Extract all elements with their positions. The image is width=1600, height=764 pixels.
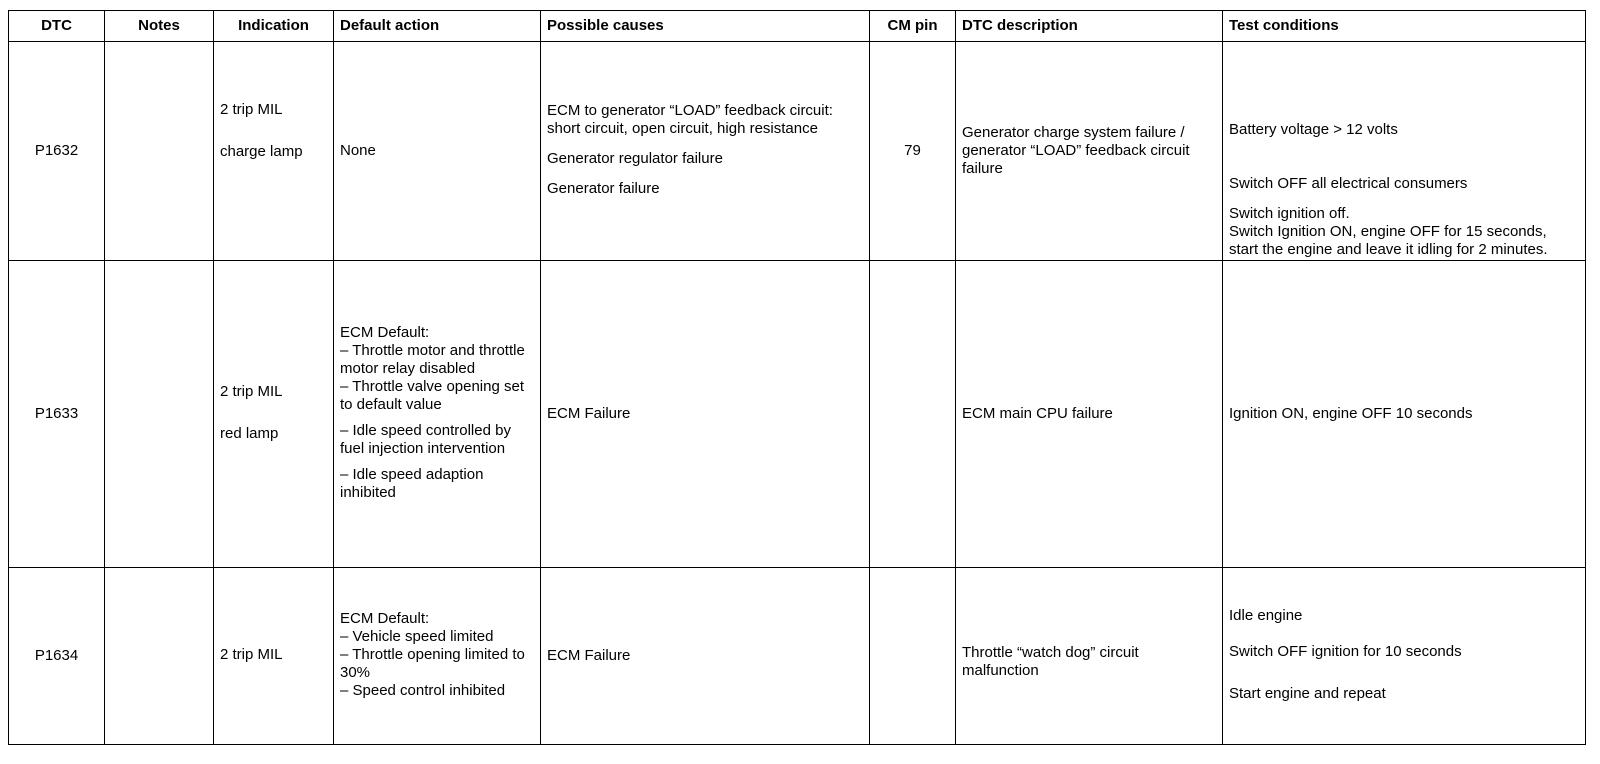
default-action-line: – Throttle opening limited to 30% <box>340 645 525 681</box>
possible-causes-cell: ECM Failure <box>541 261 870 568</box>
dtc-description-cell: Throttle “watch dog” circuit malfunction <box>956 568 1223 745</box>
dtc-description-cell: Generator charge system failure / generator “LOAD” feedback circuit failure <box>956 42 1223 261</box>
cause-line: Generator regulator failure <box>547 149 723 167</box>
header-notes: Notes <box>105 11 214 42</box>
dtc-table <box>8 10 1586 745</box>
header-possible-causes: Possible causes <box>541 11 870 42</box>
test-condition-line: Idle engine <box>1229 606 1303 624</box>
header-cm-pin: CM pin <box>870 11 956 42</box>
test-conditions-cell <box>1223 568 1586 745</box>
default-action-cell <box>334 261 541 568</box>
header-default-action: Default action <box>334 11 541 42</box>
test-condition-line: Switch Ignition ON, engine OFF for 15 seconds, start the engine and leave it idling for 2 minutes. <box>1229 223 1548 258</box>
indication-line: 2 trip MIL <box>220 382 283 400</box>
header-dtc-description: DTC description <box>956 11 1223 42</box>
dtc-table-page <box>8 10 1585 745</box>
test-condition-line: Start engine and repeat <box>1229 684 1386 702</box>
test-condition-line: Switch OFF ignition for 10 seconds <box>1229 642 1462 660</box>
possible-causes-cell <box>541 42 870 261</box>
dtc-code: P1634 <box>9 568 105 745</box>
indication-line: charge lamp <box>220 143 303 160</box>
default-action-line: – Idle speed controlled by fuel injection intervention <box>340 421 511 457</box>
possible-causes-cell: ECM Failure <box>541 568 870 745</box>
cause-line: ECM to generator “LOAD” feedback circuit: short circuit, open circuit, high resistance <box>547 101 833 137</box>
notes-cell <box>105 261 214 568</box>
dtc-code: P1633 <box>9 261 105 568</box>
table-row <box>9 568 1586 745</box>
cm-pin-cell <box>870 261 956 568</box>
indication-line: red lamp <box>220 424 279 442</box>
default-action-line: ECM Default: <box>340 609 430 627</box>
indication-cell <box>214 261 334 568</box>
indication-line: 2 trip MIL <box>220 645 283 663</box>
header-test-conditions: Test conditions <box>1223 11 1586 42</box>
cm-pin-cell <box>870 568 956 745</box>
table-row <box>9 42 1586 261</box>
notes-cell <box>105 568 214 745</box>
notes-cell <box>105 42 214 261</box>
default-action-line: – Vehicle speed limited <box>340 627 494 645</box>
default-action-line: – Speed control inhibited <box>340 681 506 699</box>
table-row <box>9 261 1586 568</box>
default-action-line: – Idle speed adaption inhibited <box>340 465 484 501</box>
default-action-cell <box>334 568 541 745</box>
cause-line: Generator failure <box>547 179 660 197</box>
test-condition-line: Switch ignition off. <box>1229 205 1350 222</box>
dtc-code: P1632 <box>9 42 105 261</box>
test-condition-line: Switch OFF all electrical consumers <box>1229 175 1468 192</box>
default-action-line: – Throttle motor and throttle motor relay disabled <box>340 341 525 377</box>
header-indication: Indication <box>214 11 334 42</box>
indication-line: 2 trip MIL <box>220 101 283 118</box>
default-action-line: – Throttle valve opening set to default value <box>340 377 525 413</box>
dtc-description-cell: ECM main CPU failure <box>956 261 1223 568</box>
test-condition-line: Battery voltage > 12 volts <box>1229 121 1398 138</box>
header-row <box>9 11 1586 42</box>
default-action-cell: None <box>334 42 541 261</box>
test-conditions-cell <box>1223 42 1586 261</box>
cm-pin-cell: 79 <box>870 42 956 261</box>
header-dtc: DTC <box>9 11 105 42</box>
indication-cell <box>214 568 334 745</box>
default-action-line: ECM Default: <box>340 323 430 341</box>
test-conditions-cell: Ignition ON, engine OFF 10 seconds <box>1223 261 1586 568</box>
indication-cell <box>214 42 334 261</box>
